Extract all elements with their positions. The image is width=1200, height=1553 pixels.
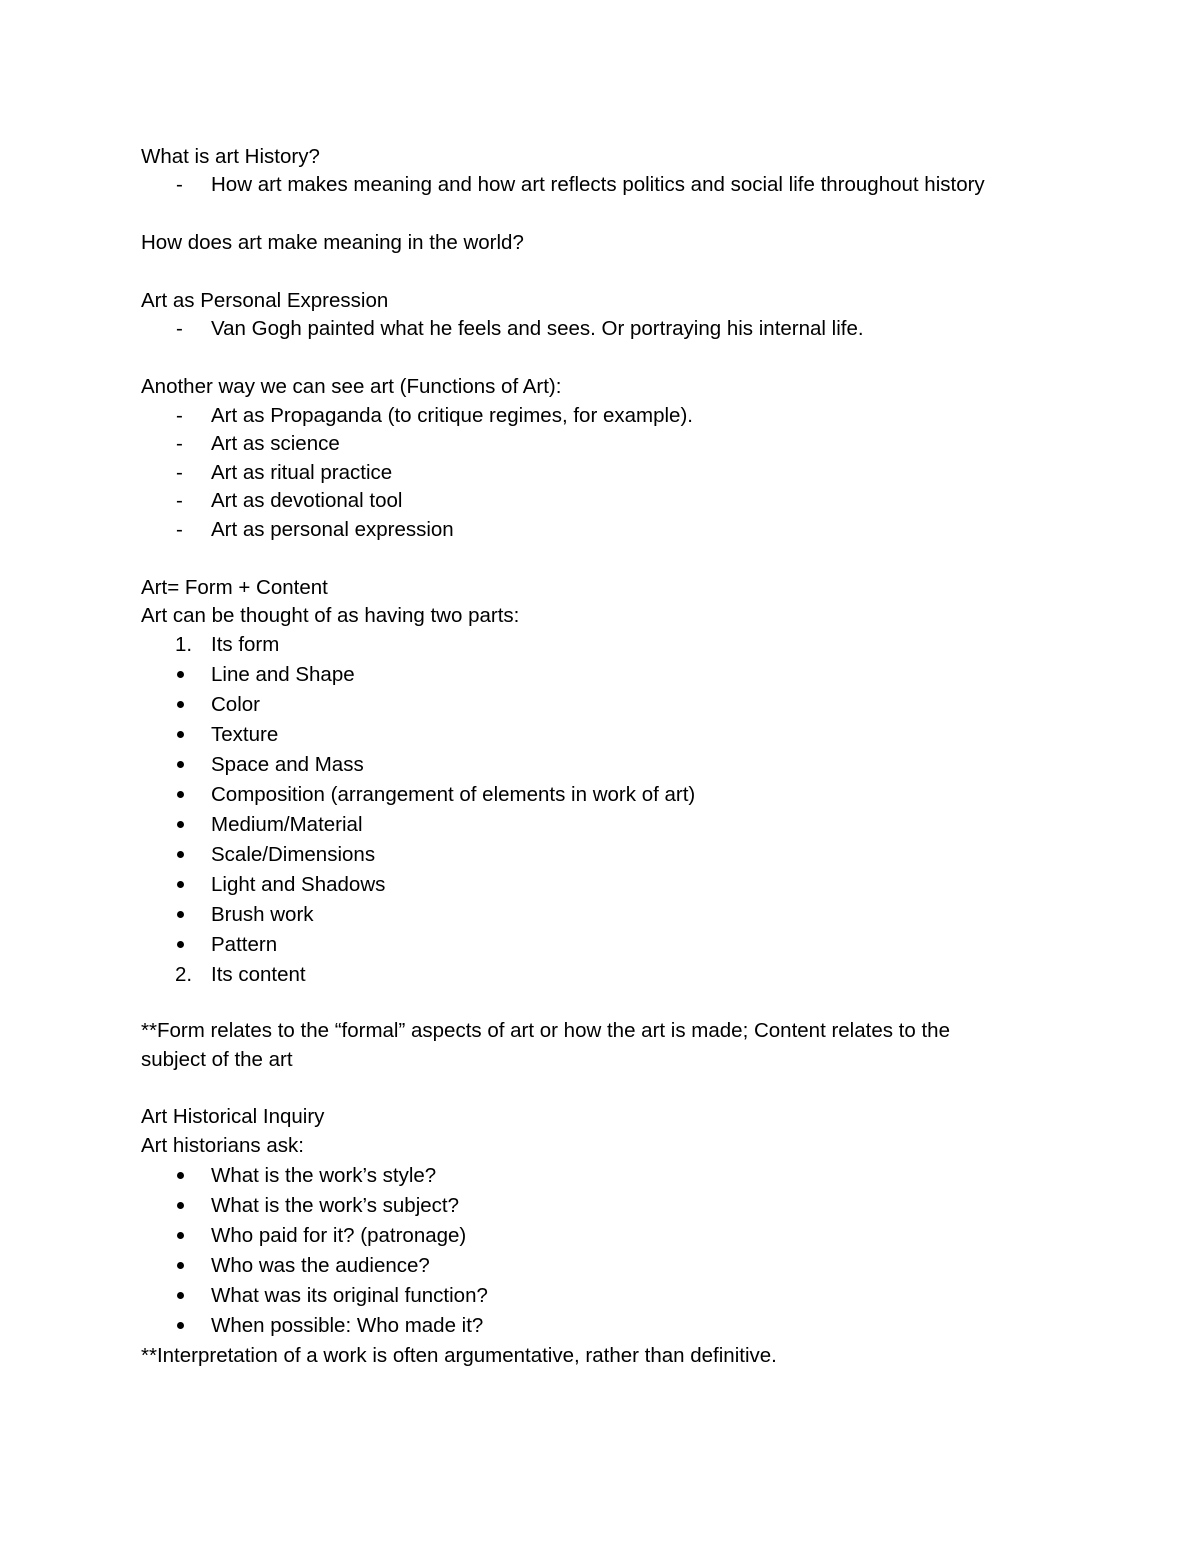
bullet-marker [177,701,184,708]
dash-marker: - [176,461,183,484]
paragraph-intro: Art historians ask: [141,1134,304,1157]
bullet-marker [177,911,184,918]
bullet-marker [177,1322,184,1329]
dash-marker: - [176,518,183,541]
bullet-marker [177,881,184,888]
section-heading-functions-of-art: Another way we can see art (Functions of Art): [141,375,562,398]
bullet-marker [177,1292,184,1299]
bullet-marker [177,1172,184,1179]
bullet-marker [177,1232,184,1239]
bullet-marker [177,1202,184,1209]
dash-marker: - [176,432,183,455]
document-page: What is art History? - How art makes meaning and how art reflects politics and social life throughout history How does art make meaning in the world? Art as Personal Expression - Van Gogh painted what he feels and sees. Or portraying his internal life. Another way we can see art (Functions of Art): - Art as Propaganda (to critique regimes, for example). - Art as science - Art as ritual practice - Art as devotional tool - Art as personal expression Art= Form + Content Art can be thought of as having two parts: 1. Its form Line and Shape Color Texture Space and Mass Composition (arrangement of elements in work of art) Medium/Material Scale/Dimensions Light and Shadows Brush work Pattern 2. Its content **Form relates to the “formal” aspects of art or how the art is made; Content relates to the subject of the art Art Historical Inquiry Art historians ask: What is the work’s style? What is the work’s subject? Who paid for it? (patronage) Who was the audience? What was its original function? When possible: Who made it? **Interpretation of a work is often argumentative, rather than definitive. [0,0,1200,1553]
bullet-marker [177,671,184,678]
number-marker: 1. [175,633,193,656]
dash-marker: - [176,489,183,512]
note-interpretation: **Interpretation of a work is often argumentative, rather than definitive. [141,1344,777,1367]
bullet-marker [177,851,184,858]
bullet-marker [177,731,184,738]
dash-marker: - [176,404,183,427]
bullet-marker [177,1262,184,1269]
bullet-marker [177,791,184,798]
bullet-marker [177,821,184,828]
paragraph-intro: Art can be thought of as having two parts: [141,604,520,627]
section-heading-how-does-art-make-meaning: How does art make meaning in the world? [141,231,524,254]
note-form-content: **Form relates to the “formal” aspects of art or how the art is made; Content relates to the [141,1019,950,1042]
dash-marker: - [176,173,183,196]
bullet-marker [177,761,184,768]
section-heading-form-content: Art= Form + Content [141,576,328,599]
dash-marker: - [176,317,183,340]
section-heading-art-historical-inquiry: Art Historical Inquiry [141,1105,325,1128]
bullet-marker [177,941,184,948]
section-heading-what-is-art-history: What is art History? [141,145,320,168]
note-form-content-cont: subject of the art [141,1048,293,1071]
section-heading-personal-expression: Art as Personal Expression [141,289,389,312]
number-marker: 2. [175,963,193,986]
